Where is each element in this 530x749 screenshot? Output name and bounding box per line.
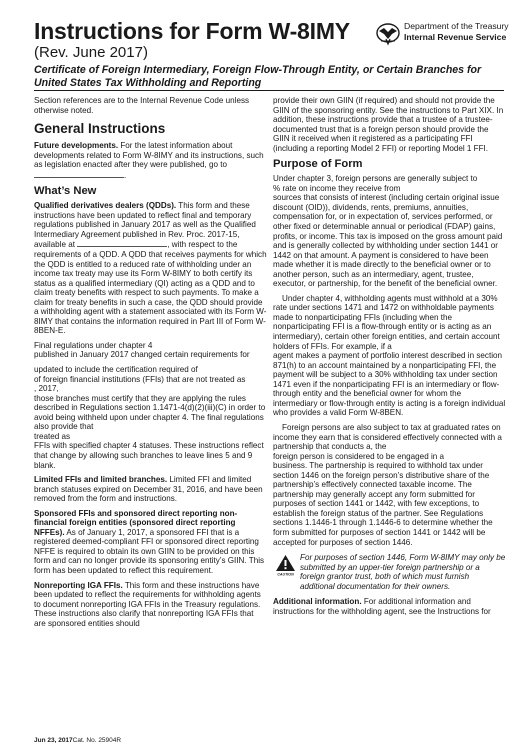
qdd-paragraph bbox=[34, 201, 267, 336]
link-placeholder[interactable] bbox=[34, 170, 124, 178]
sponsored-lead: Sponsored FFIs and sponsored direct reporting non-financial foreign entities (sponsored direct reporting NFFEs). bbox=[34, 508, 238, 537]
limited-ffis-text: Limited FFI and limited branch statuses expired on December 31, 2016, and have been removed from the form and instructions. bbox=[34, 475, 263, 504]
caution-label: CAUTION bbox=[277, 572, 294, 577]
final-regs-text-2: published in January 2017 changed certain requirements for bbox=[34, 350, 250, 360]
qdd-text-1: This form and these instructions have been updated to reflect final and temporary regulations published in January 2017 as well as the Qualified Intermediary Agreement published in Rev. Proc. 2017-15, available at bbox=[34, 201, 256, 250]
footer-date: Jun 23, 2017 bbox=[34, 737, 73, 744]
caution-icon bbox=[275, 554, 296, 576]
graduated-rates-paragraph bbox=[273, 423, 506, 547]
future-developments-lead: Future developments. bbox=[34, 141, 119, 151]
updated-text-2: of foreign financial institutions (FFIs) that are not treated as bbox=[34, 374, 246, 384]
treated-as-text: treated as bbox=[34, 431, 70, 441]
agency-block bbox=[404, 21, 509, 43]
sponsored-paragraph bbox=[34, 509, 267, 576]
general-instructions-heading: General Instructions bbox=[34, 121, 166, 137]
catalog-number: Cat. No. 25904R bbox=[72, 737, 122, 744]
revision-date: (Rev. June 2017) bbox=[34, 44, 148, 61]
purpose-text-1: Under chapter 3, foreign persons are generally subject to bbox=[273, 174, 478, 184]
nonreporting-text: This form and these instructions have been updated to reflect the requirements for withholding agents to document nonreporting IGA FFIs in the Treasury regulations. These instructions also clarify that nonreporting IGA FFIs that are sponsored entities should bbox=[34, 580, 261, 628]
nonreporting-lead: Nonreporting IGA FFIs. bbox=[34, 580, 123, 590]
graduated-text-3: , the bbox=[370, 442, 387, 452]
agency-name: Internal Revenue Service bbox=[404, 32, 507, 42]
ffis-text: FFIs with specified chapter 4 statuses. These instructions reflect that change by allowing such branches to leave lines 5 and 9 blank. bbox=[34, 441, 264, 470]
final-regs-paragraph bbox=[34, 341, 267, 360]
limited-ffis-lead: Limited FFIs and limited branches. bbox=[34, 475, 168, 485]
limited-ffis-paragraph bbox=[34, 475, 267, 504]
updated-text-1: updated to include the certification required of bbox=[34, 365, 198, 375]
chapter4-text-2: agent makes a payment of portfolio interest described in section 871(h) to an account maintained by a nonparticipating FFI, the payment will be subject to a 30% withholding tax under section 1471 even if the nonparticipating FFI is an intermediary or flow-through entity and the beneficial owner for whom the intermediary or flow-through entity is acting is a foreign individual who provides a valid Form W-8BEN. bbox=[273, 351, 506, 418]
right-column bbox=[273, 96, 506, 621]
form-subtitle: Certificate of Foreign Intermediary, Foreign Flow-Through Entity, or Certain Branches for United States Tax Withholding and Reporting bbox=[34, 64, 482, 89]
department-name: Department of the Treasury bbox=[404, 21, 509, 31]
updated-paragraph bbox=[34, 365, 267, 470]
irs-eagle-icon bbox=[375, 22, 401, 46]
chapter4-paragraph bbox=[273, 294, 506, 418]
continuation-paragraph: provide their own GIIN (if required) and should not provide the GIIN of the sponsoring entity. See the instructions to Part XIX. In addition, these instructions provide that a trustee of a trustee-documented trust that is a foreign person should provide the GIIN it received when it registered as a participating FFI (including a reporting Model 2 FFI) or reporting Model 1 FFI. bbox=[273, 96, 504, 153]
nonreporting-paragraph bbox=[34, 581, 267, 629]
future-developments-paragraph: Future developments. For the latest information about developments related to Form W-8IMY and its instructions, such as legislation enacted after they were published, go to . bbox=[34, 141, 264, 180]
purpose-of-form-heading: Purpose of Form bbox=[273, 158, 363, 171]
form-title: Instructions for Form W-8IMY bbox=[34, 18, 350, 44]
caution-note bbox=[273, 553, 506, 591]
graduated-text-4: foreign person is considered to be engaged in a bbox=[273, 451, 444, 461]
graduated-text-2: partnership that conducts a bbox=[273, 442, 371, 452]
additional-info-text: For additional information and instructions for the withholding agent, see the Instructions for bbox=[273, 597, 491, 616]
page-footer bbox=[34, 737, 121, 745]
caution-text: For purposes of section 1446, Form W-8IMY may only be submitted by an upper-tier foreign partnership or a foreign grantor trust, both of which must furnish additional documentation for their owners. bbox=[300, 553, 506, 591]
qdd-text-2: , with respect to the requirements of a QDD. A QDD that receives payments for which the QDD is entitled to a reduced rate of withholding under an income tax treaty may use its Form W-8IMY to both certify its status as a qualified intermediary (QI) acting as a QDD and to claim treaty benefits with respect to such payments. To make a claim for treaty benefits in such a case, the QDD should provide a withholding agent with a statement associated with its Form W-8IMY that contains the information required in Part III of Form W-8BEN-E. bbox=[34, 240, 267, 336]
left-column bbox=[34, 96, 267, 633]
qdd-lead: Qualified derivatives dealers (QDDs). bbox=[34, 201, 177, 211]
additional-info-lead: Additional information. bbox=[273, 597, 362, 607]
header-divider bbox=[34, 90, 504, 91]
document-header bbox=[34, 14, 509, 89]
intro-paragraph: Section references are to the Internal Revenue Code unless otherwise noted. bbox=[34, 96, 250, 115]
purpose-text-2: % rate on income they receive from bbox=[273, 183, 401, 193]
graduated-text-5: business. The partnership is required to withhold tax under section 1446 on the foreign person’s distributive share of the partnership’s effectively connected taxable income. The partnership may generally accept any form submitted for purposes of section 1441 or 1442, with few exceptions, to establish the foreign status of the partner. See Regulations sections 1.1446-1 through 1.1446-6 to determine whether the form submitted for purposes of section 1441 or 1442 will be accepted for purposes of section 1446. bbox=[273, 461, 493, 547]
final-regs-text-1: Final regulations under chapter 4 bbox=[34, 340, 153, 350]
additional-info-paragraph bbox=[273, 597, 506, 616]
future-developments-text: For the latest information about developments related to Form W-8IMY and its instructions, such as legislation enacted after they were published, go to bbox=[34, 141, 264, 170]
updated-text-3: , 2017, bbox=[34, 384, 59, 394]
graduated-text-1: Foreign persons are also subject to tax at graduated rates on income they earn that is considered effectively connected with a bbox=[273, 422, 502, 442]
whats-new-heading: What’s New bbox=[34, 185, 97, 198]
link-placeholder[interactable] bbox=[77, 239, 167, 247]
purpose-text-3: sources that consists of interest (including certain original issue discount (OID)), dividends, rents, premiums, annuities, compensation for, or in expectation of, services performed, or other fixed or determinable annual or periodical (FDAP) gains, profits, or income. This tax is imposed on the gross amount paid and is generally collected by withholding under section 1441 or 1442 on that amount. A payment is considered to have been made whether it is made directly to the beneficial owner or to another person, such as an intermediary, agent, trustee, executor, or partnership, for the benefit of the beneficial owner. bbox=[273, 193, 503, 289]
purpose-paragraph bbox=[273, 174, 506, 289]
updated-text-4: those branches must certify that they are applying the rules described in Regulations section 1.1471-4(d)(2)(iii)(C) in order to avoid being withheld upon under chapter 4. The final regulations also provide that bbox=[34, 393, 266, 432]
chapter4-text-1: Under chapter 4, withholding agents must withhold at a 30% rate under sections 1471 and 1472 on withholdable payments made to nonparticipating FFIs (including when the nonparticipating FFI is a flow-through entity or is acting as an intermediary), certain other foreign entities, and certain account holders of FFIs. For example, if a bbox=[273, 293, 500, 351]
sponsored-text: As of January 1, 2017, a sponsored FFI that is a registered deemed-compliant FFI or sponsored direct reporting NFFE is required to obtain its own GIIN to be provided on this form and can no longer provide its sponsoring entity’s GIIN. This form has been updated to reflect this requirement. bbox=[34, 527, 265, 575]
